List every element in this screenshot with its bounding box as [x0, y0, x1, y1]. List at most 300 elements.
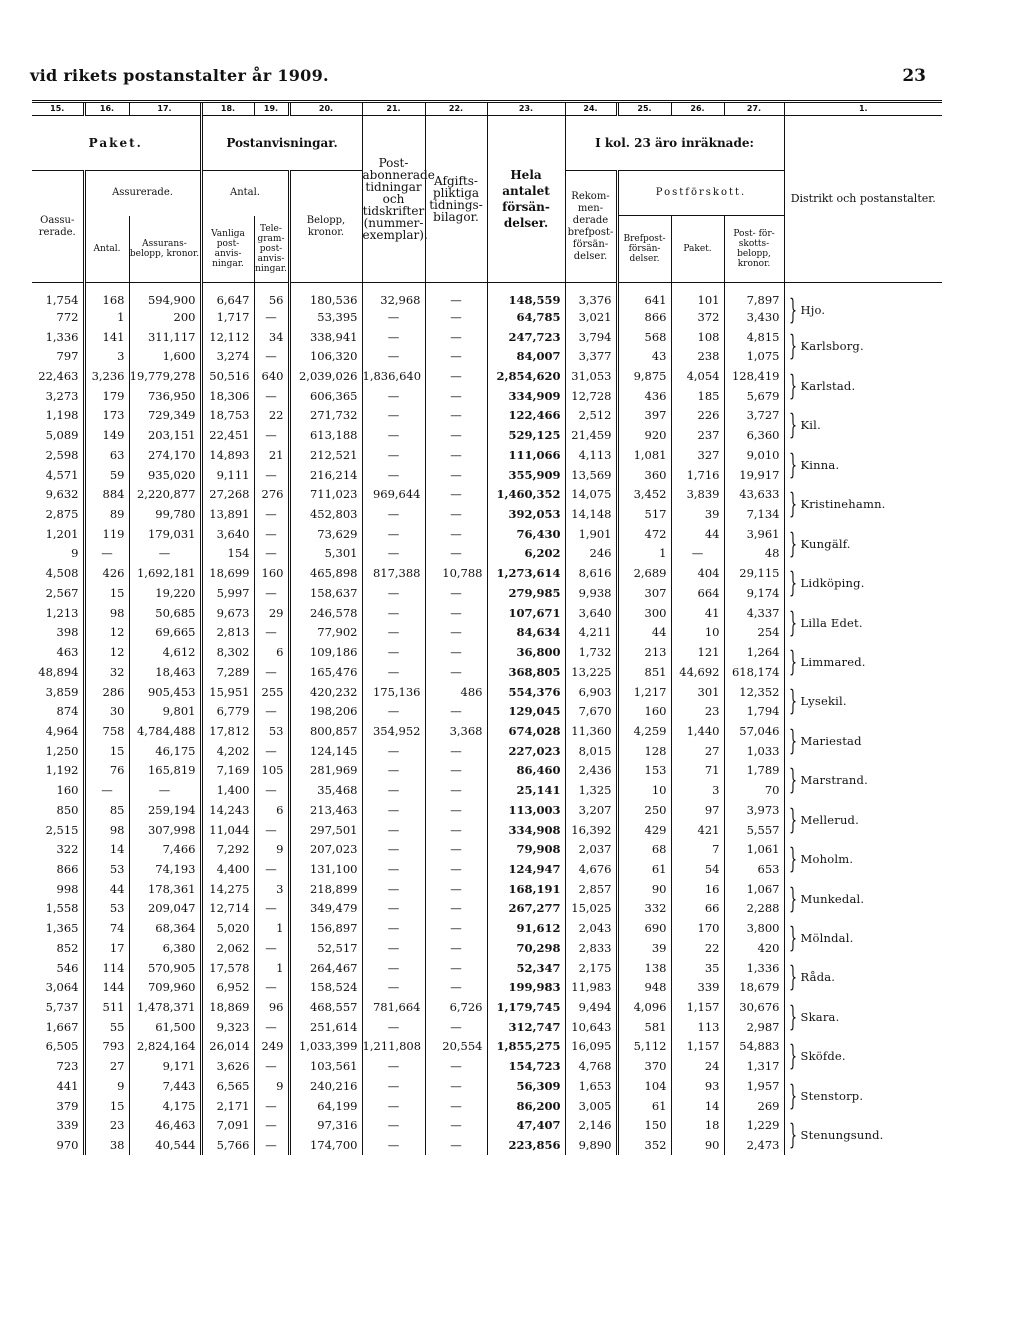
table-cell: 3,794 — [565, 327, 617, 347]
table-cell: 267,277 — [487, 899, 565, 919]
district-name: Stenungsund. — [800, 1128, 884, 1143]
table-row — [32, 839, 942, 859]
table-cell: 420 — [724, 938, 784, 958]
table-cell: 173 — [84, 406, 129, 426]
table-cell: 1,201 — [45, 526, 79, 541]
table-cell: 653 — [724, 859, 784, 879]
table-cell: 138 — [617, 958, 671, 978]
district-cell — [784, 484, 942, 523]
table-cell: 18,699 — [201, 563, 254, 583]
table-cell: 3,368 — [425, 721, 487, 741]
table-cell: — — [425, 445, 487, 465]
table-cell: — — [254, 977, 289, 997]
column-number-row — [32, 102, 942, 116]
table-cell: — — [425, 1076, 487, 1096]
table-cell: 12,352 — [724, 682, 784, 702]
table-cell: 1,192 — [45, 763, 79, 778]
table-cell: 156,897 — [289, 918, 362, 938]
table-cell: 517 — [617, 504, 671, 524]
col-number: 15. — [32, 102, 84, 116]
heading-telegram: Tele- gram- post- anvis- ningar. — [254, 216, 289, 283]
table-row — [32, 642, 942, 662]
table-cell: 5,737 — [45, 1000, 79, 1015]
table-row — [32, 1076, 942, 1096]
table-cell: 4,768 — [565, 1056, 617, 1076]
table-cell: — — [362, 623, 425, 643]
table-cell: 199,983 — [487, 977, 565, 997]
table-cell: — — [254, 623, 289, 643]
table-cell: 2,436 — [565, 761, 617, 781]
table-cell: — — [254, 524, 289, 544]
table-cell: — — [425, 662, 487, 682]
table-cell: 97,316 — [289, 1115, 362, 1135]
district-name: Stenstorp. — [800, 1088, 864, 1103]
district-name: Mariestad — [800, 733, 862, 748]
brace-icon: } — [788, 802, 797, 836]
table-cell: 1,198 — [45, 408, 79, 423]
table-cell: 4,815 — [724, 327, 784, 347]
table-cell: 11,360 — [565, 721, 617, 741]
table-cell: 7,169 — [201, 761, 254, 781]
table-cell: 97 — [671, 800, 724, 820]
table-cell: 9,174 — [724, 583, 784, 603]
table-cell: 7,466 — [129, 839, 201, 859]
table-cell: 1,901 — [565, 524, 617, 544]
table-cell: 165,819 — [129, 761, 201, 781]
table-cell: 2,875 — [45, 507, 79, 522]
table-cell: 398 — [56, 625, 79, 640]
table-cell: 22 — [254, 406, 289, 426]
table-cell: 61,500 — [129, 1017, 201, 1037]
table-cell: 47,407 — [487, 1115, 565, 1135]
table-cell: — — [362, 425, 425, 445]
table-row — [32, 761, 942, 781]
table-cell: 368,805 — [487, 662, 565, 682]
col-number: 26. — [671, 102, 724, 116]
table-cell: 711,023 — [289, 484, 362, 504]
brace-icon: } — [788, 292, 797, 326]
table-cell: — — [362, 346, 425, 366]
table-cell: 452,803 — [289, 504, 362, 524]
table-cell: 91,612 — [487, 918, 565, 938]
heading-assurerade: Assurerade. — [84, 171, 201, 216]
table-cell: — — [362, 1056, 425, 1076]
table-cell: 149 — [84, 425, 129, 445]
table-cell: 606,365 — [289, 386, 362, 406]
table-cell: 9,010 — [724, 445, 784, 465]
table-cell: 5,679 — [724, 386, 784, 406]
table-cell: — — [254, 859, 289, 879]
table-cell: — — [362, 958, 425, 978]
table-cell: — — [425, 346, 487, 366]
district-cell — [784, 283, 942, 327]
statistics-table — [32, 100, 942, 1155]
district-name: Kil. — [800, 418, 821, 433]
table-cell: 392,053 — [487, 504, 565, 524]
table-cell: — — [254, 780, 289, 800]
table-cell: 3,839 — [671, 484, 724, 504]
table-cell: 1,273,614 — [487, 563, 565, 583]
table-cell: 2,171 — [201, 1096, 254, 1116]
table-cell: — — [425, 800, 487, 820]
table-cell: 472 — [617, 524, 671, 544]
table-cell: 98 — [84, 603, 129, 623]
table-cell: 259,194 — [129, 800, 201, 820]
district-name: Lysekil. — [800, 694, 847, 709]
table-cell: — — [254, 346, 289, 366]
table-cell: 238 — [671, 346, 724, 366]
table-row — [32, 682, 942, 702]
col-number: 20. — [289, 102, 362, 116]
table-cell: — — [425, 977, 487, 997]
table-cell: 772 — [56, 309, 79, 324]
brace-icon: } — [788, 368, 797, 402]
table-cell: 6,380 — [129, 938, 201, 958]
table-cell: — — [84, 544, 129, 564]
table-cell: 297,501 — [289, 820, 362, 840]
table-cell: — — [362, 1017, 425, 1037]
table-cell: 370 — [617, 1056, 671, 1076]
table-cell: 736,950 — [129, 386, 201, 406]
table-cell: — — [254, 1096, 289, 1116]
brace-icon: } — [788, 960, 797, 994]
table-cell: 7,292 — [201, 839, 254, 859]
table-cell: 90 — [671, 1135, 724, 1155]
table-cell: 212,521 — [289, 445, 362, 465]
table-cell: 468,557 — [289, 997, 362, 1017]
table-cell: 4,054 — [671, 366, 724, 386]
table-cell: 1,460,352 — [487, 484, 565, 504]
heading-postabonnerade: Post- abonnerade tidningar och tidskrifter (nummer- exemplar). — [362, 116, 425, 283]
table-cell: 40,544 — [129, 1135, 201, 1155]
table-cell: 1,336 — [724, 958, 784, 978]
table-cell: 246 — [565, 544, 617, 564]
table-cell: 22 — [671, 938, 724, 958]
table-cell: 209,047 — [129, 899, 201, 919]
table-cell: 44 — [617, 623, 671, 643]
table-cell: 160 — [254, 563, 289, 583]
district-cell — [784, 879, 942, 918]
table-cell: 144 — [84, 977, 129, 997]
table-cell: 21,459 — [565, 425, 617, 445]
table-cell: 4,612 — [129, 642, 201, 662]
table-cell: 2,039,026 — [289, 366, 362, 386]
table-cell: 355,909 — [487, 465, 565, 485]
table-cell: 14,148 — [565, 504, 617, 524]
table-cell: 48 — [724, 544, 784, 564]
table-cell: 420,232 — [289, 682, 362, 702]
table-cell: 1,600 — [129, 346, 201, 366]
table-cell: 10,788 — [425, 563, 487, 583]
table-cell: — — [362, 327, 425, 347]
table-cell: 14,275 — [201, 879, 254, 899]
table-cell: 3,640 — [201, 524, 254, 544]
table-cell: — — [254, 386, 289, 406]
table-cell: 22,463 — [38, 369, 79, 384]
district-name: Marstrand. — [800, 773, 868, 788]
table-cell: 14 — [84, 839, 129, 859]
table-cell: 15 — [84, 1096, 129, 1116]
table-cell: 3,064 — [45, 980, 79, 995]
table-cell: 38 — [84, 1135, 129, 1155]
table-cell: 158,637 — [289, 583, 362, 603]
table-cell: 54,883 — [724, 1037, 784, 1057]
table-cell: 19,220 — [129, 583, 201, 603]
table-cell: — — [425, 366, 487, 386]
table-cell: 107,671 — [487, 603, 565, 623]
brace-icon: } — [788, 1078, 797, 1112]
table-cell: 179 — [84, 386, 129, 406]
table-cell: 158,524 — [289, 977, 362, 997]
table-cell: 84,007 — [487, 346, 565, 366]
district-cell — [784, 1115, 942, 1154]
table-cell: 1,836,640 — [362, 366, 425, 386]
table-cell: 1,754 — [45, 293, 79, 307]
table-cell: 254 — [724, 623, 784, 643]
table-cell: 17 — [84, 938, 129, 958]
heading-postanvisningar: Postanvisningar. — [201, 116, 362, 171]
table-cell: 13,891 — [201, 504, 254, 524]
brace-icon: } — [788, 1039, 797, 1073]
table-cell: 334,908 — [487, 820, 565, 840]
table-row — [32, 918, 942, 938]
district-cell — [784, 839, 942, 878]
table-cell: 5,020 — [201, 918, 254, 938]
table-cell: 339 — [56, 1118, 79, 1133]
table-cell: 200 — [129, 307, 201, 327]
table-cell: — — [254, 425, 289, 445]
table-cell: — — [362, 603, 425, 623]
table-cell: 9 — [254, 1076, 289, 1096]
table-cell: 141 — [84, 327, 129, 347]
table-cell: — — [425, 1096, 487, 1116]
table-cell: 2,515 — [45, 822, 79, 837]
table-cell: 338,941 — [289, 327, 362, 347]
table-cell: 25,141 — [487, 780, 565, 800]
heading-hela-antalet: Hela antalet försän- delser. — [487, 116, 565, 283]
table-cell: 90 — [617, 879, 671, 899]
table-cell: 104 — [617, 1076, 671, 1096]
district-cell — [784, 642, 942, 681]
district-cell — [784, 721, 942, 760]
table-cell: 113,003 — [487, 800, 565, 820]
table-cell: 3,973 — [724, 800, 784, 820]
table-cell: 1,400 — [201, 780, 254, 800]
table-cell: 44 — [84, 879, 129, 899]
col-number: 27. — [724, 102, 784, 116]
table-cell: 56,309 — [487, 1076, 565, 1096]
table-cell: 153 — [617, 761, 671, 781]
heading-i-kol: I kol. 23 äro inräknade: — [565, 116, 784, 171]
district-name: Skara. — [800, 1009, 840, 1024]
table-cell: 312,747 — [487, 1017, 565, 1037]
district-cell — [784, 1037, 942, 1076]
district-cell — [784, 918, 942, 957]
table-cell: 249 — [254, 1037, 289, 1057]
table-cell: 3,430 — [724, 307, 784, 327]
table-cell: 105 — [254, 761, 289, 781]
table-cell: 213 — [617, 642, 671, 662]
table-cell: 122,466 — [487, 406, 565, 426]
table-cell: 43 — [617, 346, 671, 366]
district-name: Lilla Edet. — [800, 615, 863, 630]
table-cell: 19,917 — [724, 465, 784, 485]
table-cell: 6,360 — [724, 425, 784, 445]
table-cell: 793 — [84, 1037, 129, 1057]
heading-postanv-antal: Antal. — [201, 171, 289, 216]
table-cell: — — [362, 504, 425, 524]
table-cell: — — [362, 761, 425, 781]
table-cell: 307 — [617, 583, 671, 603]
table-cell: 14,075 — [565, 484, 617, 504]
table-cell: 18,306 — [201, 386, 254, 406]
table-cell: 349,479 — [289, 899, 362, 919]
table-cell: 1,061 — [724, 839, 784, 859]
table-cell: 89 — [84, 504, 129, 524]
table-cell: — — [254, 899, 289, 919]
district-cell — [784, 800, 942, 839]
district-name: Kungälf. — [800, 536, 851, 551]
table-cell: 511 — [84, 997, 129, 1017]
district-name: Sköfde. — [800, 1049, 846, 1064]
district-name: Kinna. — [800, 457, 840, 472]
table-cell: 129,045 — [487, 701, 565, 721]
district-name: Munkedal. — [800, 891, 865, 906]
table-cell: 3,274 — [201, 346, 254, 366]
table-cell: 2,146 — [565, 1115, 617, 1135]
table-cell: 223,856 — [487, 1135, 565, 1155]
table-cell: 2,288 — [724, 899, 784, 919]
table-cell: 15,951 — [201, 682, 254, 702]
table-cell: 12,728 — [565, 386, 617, 406]
district-name: Moholm. — [800, 852, 854, 867]
table-cell: 68 — [617, 839, 671, 859]
table-cell: 53 — [84, 899, 129, 919]
table-cell: 404 — [671, 563, 724, 583]
table-cell: — — [362, 1115, 425, 1135]
table-cell: 86,460 — [487, 761, 565, 781]
running-title: vid rikets postanstalter år 1909. — [30, 66, 329, 85]
heading-brefpost: Brefpost- försän- delser. — [617, 216, 671, 283]
table-cell: 2,043 — [565, 918, 617, 938]
table-cell: 52,347 — [487, 958, 565, 978]
table-row — [32, 721, 942, 741]
table-cell: 9 — [254, 839, 289, 859]
table-cell: 332 — [617, 899, 671, 919]
table-cell: 128 — [617, 741, 671, 761]
table-cell: 170 — [671, 918, 724, 938]
brace-icon: } — [788, 644, 797, 678]
table-cell: 465,898 — [289, 563, 362, 583]
table-cell: 1,558 — [45, 901, 79, 916]
table-cell: 246,578 — [289, 603, 362, 623]
table-cell: 185 — [671, 386, 724, 406]
table-cell: 85 — [84, 800, 129, 820]
table-cell: 16,095 — [565, 1037, 617, 1057]
table-cell: 850 — [56, 802, 79, 817]
table-cell: 3 — [254, 879, 289, 899]
table-cell: 920 — [617, 425, 671, 445]
table-cell: 664 — [671, 583, 724, 603]
table-cell: 6,903 — [565, 682, 617, 702]
table-cell: 641 — [617, 283, 671, 308]
table-cell: 108 — [671, 327, 724, 347]
table-cell: — — [425, 425, 487, 445]
table-cell: — — [425, 1017, 487, 1037]
col-number: 21. — [362, 102, 425, 116]
brace-icon: } — [788, 329, 797, 363]
table-cell: 9,673 — [201, 603, 254, 623]
table-cell: 7,897 — [724, 283, 784, 308]
table-cell: — — [425, 741, 487, 761]
table-cell: 255 — [254, 682, 289, 702]
table-cell: 2,854,620 — [487, 366, 565, 386]
table-cell: 15 — [84, 741, 129, 761]
table-cell: — — [129, 780, 201, 800]
table-cell: 20,554 — [425, 1037, 487, 1057]
table-cell: 207,023 — [289, 839, 362, 859]
table-cell: 9,323 — [201, 1017, 254, 1037]
table-cell: — — [362, 1076, 425, 1096]
table-cell: 354,952 — [362, 721, 425, 741]
table-cell: 76,430 — [487, 524, 565, 544]
district-name: Kristinehamn. — [800, 497, 886, 512]
table-body — [32, 283, 942, 1155]
table-cell: 23 — [84, 1115, 129, 1135]
table-row — [32, 283, 942, 308]
table-cell: 1,211,808 — [362, 1037, 425, 1057]
table-cell: 3,727 — [724, 406, 784, 426]
table-cell: 178,361 — [129, 879, 201, 899]
table-cell: 46,175 — [129, 741, 201, 761]
table-cell: 8,616 — [565, 563, 617, 583]
table-cell: 594,900 — [129, 283, 201, 308]
table-cell: 251,614 — [289, 1017, 362, 1037]
table-cell: 1,336 — [45, 329, 79, 344]
brace-icon: } — [788, 447, 797, 481]
table-cell: 1,081 — [617, 445, 671, 465]
district-name: Råda. — [800, 970, 836, 985]
table-cell: 1,033 — [724, 741, 784, 761]
table-cell: 3,207 — [565, 800, 617, 820]
table-cell: 8,302 — [201, 642, 254, 662]
table-cell: 618,174 — [724, 662, 784, 682]
district-name: Karlstad. — [800, 378, 856, 393]
table-cell: 43,633 — [724, 484, 784, 504]
district-cell — [784, 445, 942, 484]
table-cell: 674,028 — [487, 721, 565, 741]
brace-icon: } — [788, 487, 797, 521]
table-cell: 29 — [254, 603, 289, 623]
table-cell: 2,037 — [565, 839, 617, 859]
table-cell: 1,213 — [45, 605, 79, 620]
table-cell: — — [362, 583, 425, 603]
brace-icon: } — [788, 605, 797, 639]
table-cell: 27,268 — [201, 484, 254, 504]
table-row — [32, 1037, 942, 1057]
table-cell: 866 — [56, 861, 79, 876]
table-cell: — — [425, 780, 487, 800]
table-cell: — — [425, 859, 487, 879]
table-row — [32, 366, 942, 386]
table-cell: 61 — [617, 859, 671, 879]
table-cell: 12 — [84, 642, 129, 662]
table-cell: 6 — [254, 800, 289, 820]
table-cell: 23 — [671, 701, 724, 721]
table-cell: 36,800 — [487, 642, 565, 662]
heading-rekommenderade: Rekom- men- derade brefpost- försän- delser. — [565, 171, 617, 283]
table-cell: 41 — [671, 603, 724, 623]
